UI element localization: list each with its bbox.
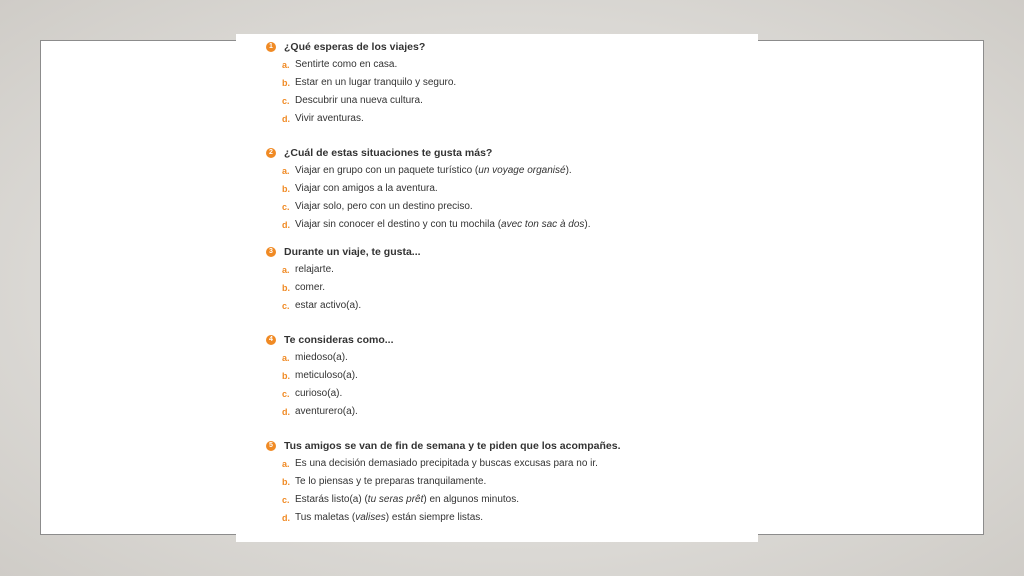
- option-emphasis: un voyage organisé: [478, 165, 566, 176]
- option-d: [266, 511, 758, 525]
- option-text: meticuloso(a).: [295, 370, 358, 381]
- option-text: aventurero(a).: [295, 406, 358, 417]
- option-text: miedoso(a).: [295, 352, 348, 363]
- option-text: Estar en un lugar tranquilo y seguro.: [295, 77, 457, 88]
- option-b: [266, 182, 758, 196]
- option-letter: b.: [282, 78, 290, 88]
- question-text: Te consideras como...: [284, 334, 394, 346]
- question-2: [266, 146, 758, 232]
- question-text: ¿Qué esperas de los viajes?: [284, 41, 426, 53]
- option-emphasis: valises: [355, 512, 386, 523]
- question-number-badge: 1: [266, 42, 276, 52]
- option-text: Descubrir una nueva cultura.: [295, 95, 423, 106]
- option-emphasis: avec ton sac à dos: [501, 219, 585, 230]
- option-letter: c.: [282, 96, 290, 106]
- option-letter: d.: [282, 513, 290, 523]
- option-text: Viajar sin conocer el destino y con tu mochila (: [295, 219, 502, 230]
- option-c: [266, 299, 758, 313]
- question-3: [266, 245, 758, 313]
- option-text-end: ).: [584, 219, 591, 230]
- option-text: Vivir aventuras.: [295, 113, 364, 124]
- option-text: estar activo(a).: [295, 300, 362, 311]
- question-number-badge: 2: [266, 148, 276, 158]
- option-letter: b.: [282, 371, 290, 381]
- option-d: [266, 405, 758, 419]
- option-letter: b.: [282, 477, 290, 487]
- option-text: Viajar con amigos a la aventura.: [295, 183, 438, 194]
- option-a: [266, 58, 758, 72]
- option-letter: c.: [282, 202, 290, 212]
- option-letter: b.: [282, 184, 290, 194]
- option-b: [266, 369, 758, 383]
- question-1: [266, 40, 758, 126]
- question-heading: [266, 439, 758, 453]
- option-text: curioso(a).: [295, 388, 343, 399]
- question-heading: [266, 245, 758, 259]
- question-heading: [266, 333, 758, 347]
- option-text-end: ).: [565, 165, 572, 176]
- option-text: relajarte.: [295, 264, 334, 275]
- option-letter: a.: [282, 166, 290, 176]
- option-a: [266, 457, 758, 471]
- option-text: Viajar solo, pero con un destino preciso.: [295, 201, 473, 212]
- option-c: [266, 387, 758, 401]
- option-d: [266, 218, 758, 232]
- questionnaire-page: [236, 34, 758, 542]
- option-b: [266, 76, 758, 90]
- option-letter: b.: [282, 283, 290, 293]
- option-letter: c.: [282, 495, 290, 505]
- option-c: [266, 493, 758, 507]
- option-c: [266, 94, 758, 108]
- option-letter: a.: [282, 60, 290, 70]
- question-5: [266, 439, 758, 525]
- question-4: [266, 333, 758, 419]
- option-emphasis: tu seras prêt: [367, 494, 424, 505]
- option-text: Viajar en grupo con un paquete turístico (: [295, 165, 479, 176]
- question-heading: [266, 40, 758, 54]
- option-b: [266, 475, 758, 489]
- option-text: Te lo piensas y te preparas tranquilamente.: [295, 476, 487, 487]
- option-text: Sentirte como en casa.: [295, 59, 398, 70]
- question-text: ¿Cuál de estas situaciones te gusta más?: [284, 147, 493, 159]
- option-a: [266, 263, 758, 277]
- option-letter: a.: [282, 459, 290, 469]
- option-letter: d.: [282, 407, 290, 417]
- option-letter: a.: [282, 265, 290, 275]
- option-letter: c.: [282, 389, 290, 399]
- option-c: [266, 200, 758, 214]
- option-a: [266, 164, 758, 178]
- option-text-end: ) en algunos minutos.: [423, 494, 520, 505]
- question-number-badge: 5: [266, 441, 276, 451]
- option-text: Tus maletas (: [295, 512, 356, 523]
- question-text: Durante un viaje, te gusta...: [284, 246, 421, 258]
- question-text: Tus amigos se van de fin de semana y te piden que los acompañes.: [284, 440, 621, 452]
- option-text: comer.: [295, 282, 326, 293]
- question-number-badge: 4: [266, 335, 276, 345]
- option-text-end: ) están siempre listas.: [385, 512, 484, 523]
- option-d: [266, 112, 758, 126]
- option-letter: a.: [282, 353, 290, 363]
- option-text: Estarás listo(a) (: [295, 494, 368, 505]
- option-text: Es una decisión demasiado precipitada y buscas excusas para no ir.: [295, 458, 598, 469]
- option-letter: d.: [282, 114, 290, 124]
- option-letter: c.: [282, 301, 290, 311]
- question-number-badge: 3: [266, 247, 276, 257]
- question-heading: [266, 146, 758, 160]
- option-letter: d.: [282, 220, 290, 230]
- option-a: [266, 351, 758, 365]
- option-b: [266, 281, 758, 295]
